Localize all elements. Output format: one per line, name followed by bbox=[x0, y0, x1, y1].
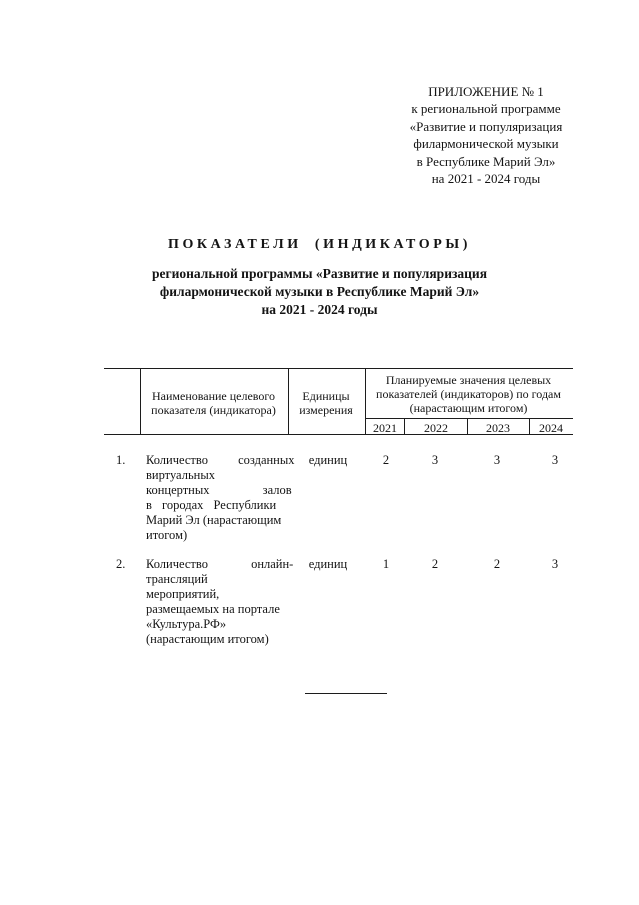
row-name-line: в городах Республики bbox=[146, 498, 277, 512]
appendix-line: к региональной программе bbox=[411, 101, 561, 117]
row-name-line: Марий Эл (нарастающим bbox=[146, 513, 282, 527]
subtitle-line: на 2021 - 2024 годы bbox=[261, 302, 378, 317]
subtitle-line: филармонической музыки в Республике Марий Эл» bbox=[159, 284, 480, 299]
row-name-line: «Культура.РФ» bbox=[146, 617, 227, 631]
row-value: 3 bbox=[551, 557, 559, 571]
appendix-line: ПРИЛОЖЕНИЕ № 1 bbox=[428, 84, 544, 99]
row-value: 1 bbox=[382, 557, 390, 571]
row-name-line: Количество онлайн- bbox=[146, 557, 294, 571]
appendix-line: на 2021 - 2024 годы bbox=[431, 171, 541, 187]
document-subtitle bbox=[0, 265, 639, 319]
row-value: 2 bbox=[431, 557, 439, 571]
appendix-line: в Республике Марий Эл» bbox=[416, 153, 556, 169]
row-value: 3 bbox=[493, 453, 501, 467]
appendix-line: «Развитие и популяризация bbox=[409, 118, 563, 134]
row-indicator-name bbox=[146, 557, 294, 647]
row-value: 3 bbox=[431, 453, 439, 467]
row-value: 3 bbox=[551, 453, 559, 467]
header-year: 2024 bbox=[539, 421, 563, 435]
row-number: 2. bbox=[116, 557, 126, 571]
table-col-divider bbox=[404, 418, 405, 435]
row-name-line: мероприятий, bbox=[146, 587, 220, 601]
document-title: ПОКАЗАТЕЛИ (ИНДИКАТОРЫ) bbox=[167, 237, 472, 252]
row-indicator-name bbox=[146, 453, 295, 543]
row-name-line: (нарастающим итогом) bbox=[146, 632, 269, 646]
header-year: 2023 bbox=[486, 421, 510, 435]
header-planned-values: Планируемые значения целевых показателей (индикаторов) по годам (нарастающим итогом) bbox=[376, 373, 561, 415]
row-name-line: итогом) bbox=[146, 528, 188, 542]
table-col-divider bbox=[529, 418, 530, 435]
row-name-line: виртуальных bbox=[146, 468, 215, 482]
table-col-divider bbox=[467, 418, 468, 435]
subtitle-line: региональной программы «Развитие и популяризация bbox=[151, 266, 488, 281]
row-name-line: трансляций bbox=[146, 572, 208, 586]
header-units: Единицы измерения bbox=[299, 389, 353, 417]
row-unit: единиц bbox=[308, 453, 348, 467]
row-name-line: концертных залов bbox=[146, 483, 292, 497]
row-name-line: размещаемых на портале bbox=[146, 602, 280, 616]
table-col-divider bbox=[140, 368, 141, 435]
row-number: 1. bbox=[116, 453, 126, 467]
row-value: 2 bbox=[382, 453, 390, 467]
row-name-line: Количество созданных bbox=[146, 453, 295, 467]
appendix-block bbox=[380, 83, 592, 187]
row-unit: единиц bbox=[308, 557, 348, 571]
appendix-line: филармонической музыки bbox=[413, 136, 559, 152]
row-value: 2 bbox=[493, 557, 501, 571]
header-year: 2021 bbox=[373, 421, 397, 435]
years-top-border bbox=[366, 418, 573, 419]
header-year: 2022 bbox=[424, 421, 448, 435]
table-top-border bbox=[104, 368, 573, 369]
header-indicator-name: Наименование целевого показателя (индикатора) bbox=[151, 389, 276, 417]
closing-rule bbox=[305, 693, 387, 694]
